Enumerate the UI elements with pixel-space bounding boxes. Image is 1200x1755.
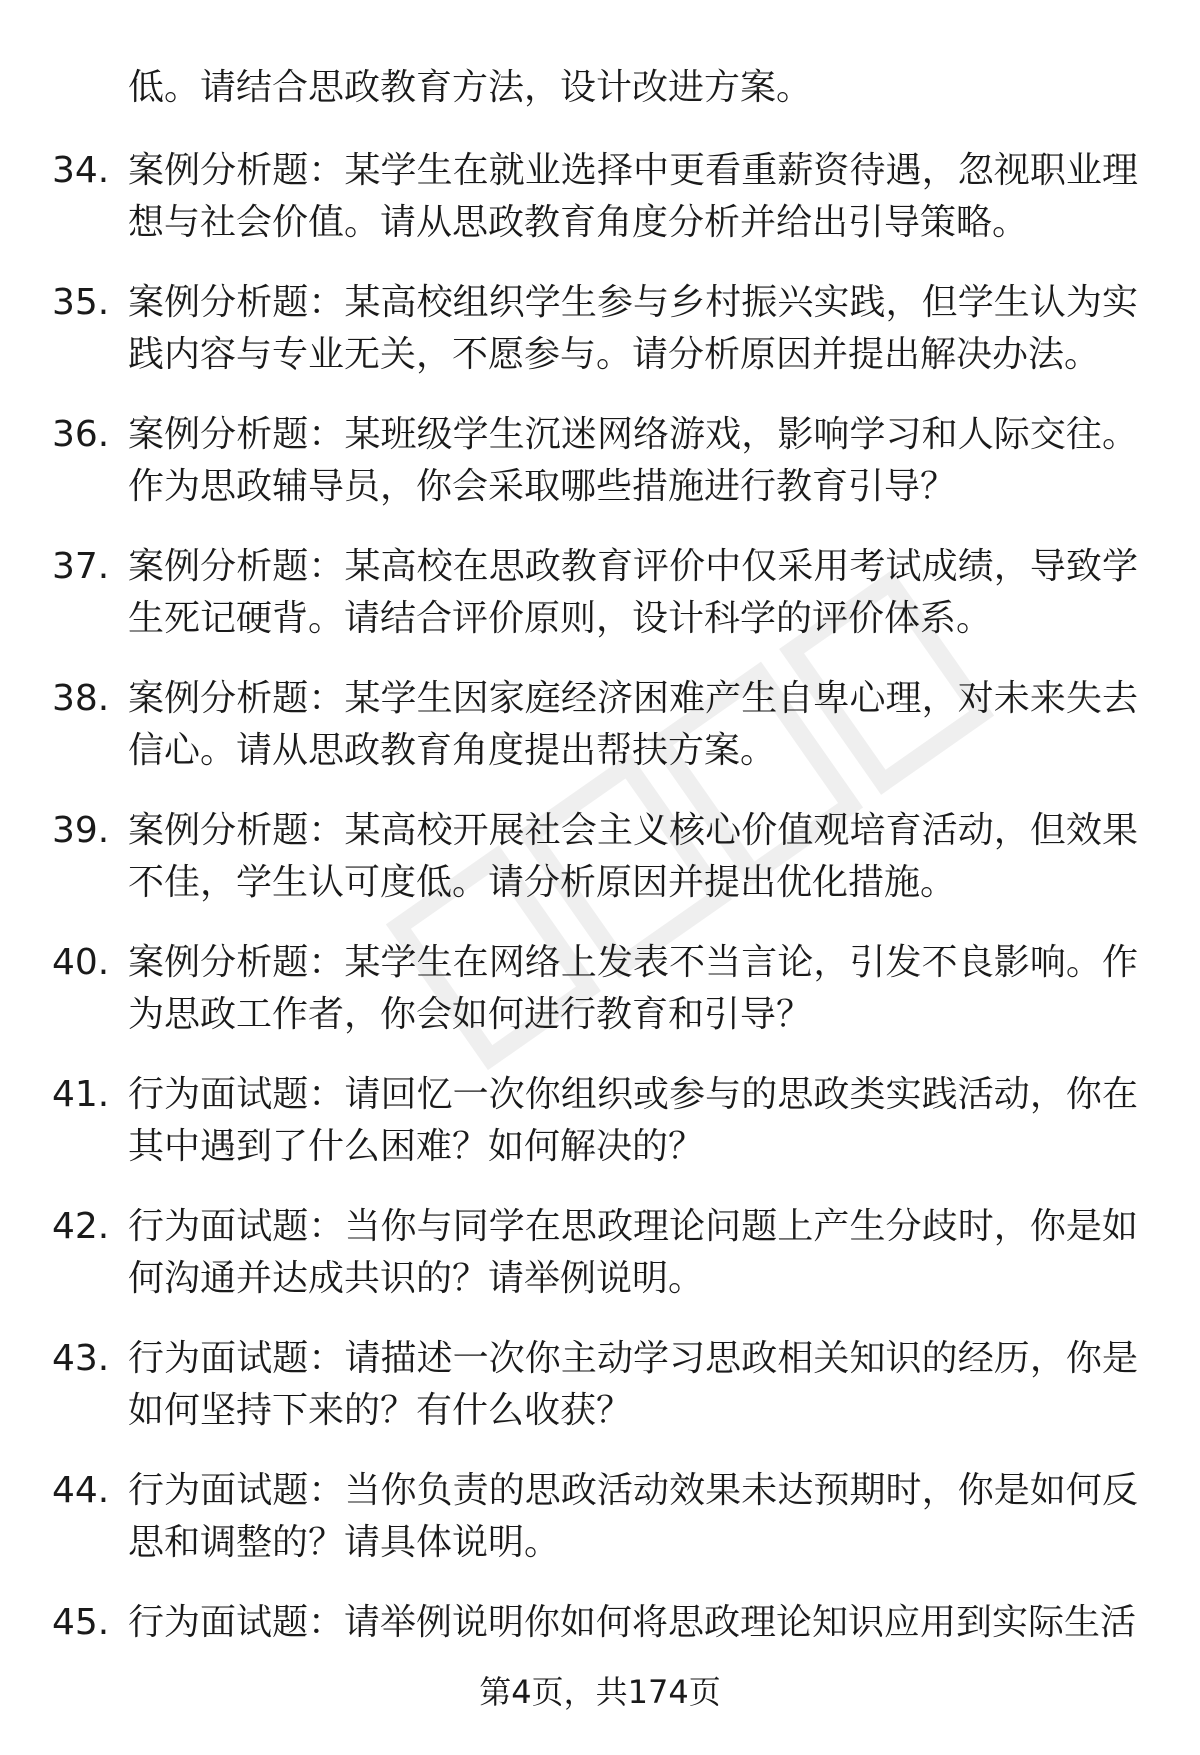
- question-text: 行为面试题：请回忆一次你组织或参与的思政类实践活动，你在其中遇到了什么困难？如何解决的？: [128, 1074, 1138, 1167]
- question-item: [0, 541, 1200, 673]
- question-text: 案例分析题：某学生在网络上发表不当言论，引发不良影响。作为思政工作者，你会如何进行教育和引导？: [128, 942, 1138, 1035]
- question-item: [0, 1333, 1200, 1465]
- question-text: 案例分析题：某学生因家庭经济困难产生自卑心理，对未来失去信心。请从思政教育角度提出帮扶方案。: [128, 678, 1138, 771]
- question-item: [0, 1465, 1200, 1597]
- question-text: 行为面试题：请描述一次你主动学习思政相关知识的经历，你是如何坚持下来的？有什么收获？: [128, 1338, 1138, 1431]
- question-number: 36.: [52, 414, 110, 455]
- question-number: 39.: [52, 810, 110, 851]
- question-item: [0, 145, 1200, 277]
- question-item: [0, 1201, 1200, 1333]
- question-item: [0, 805, 1200, 937]
- question-number: 38.: [52, 678, 110, 719]
- question-number: 41.: [52, 1074, 110, 1115]
- question-item: [0, 937, 1200, 1069]
- question-number: 40.: [52, 942, 110, 983]
- question-number: 43.: [52, 1338, 110, 1379]
- question-text: 行为面试题：请举例说明你如何将思政理论知识应用到实际生活: [128, 1602, 1137, 1643]
- question-text: 行为面试题：当你负责的思政活动效果未达预期时，你是如何反思和调整的？请具体说明。: [128, 1470, 1138, 1563]
- question-list: [0, 145, 1200, 1729]
- page-footer: 第4页，共174页: [479, 1673, 721, 1711]
- question-item: [0, 409, 1200, 541]
- question-number: 42.: [52, 1206, 110, 1247]
- question-item: [0, 673, 1200, 805]
- question-text: 案例分析题：某学生在就业选择中更看重薪资待遇，忽视职业理想与社会价值。请从思政教育角度分析并给出引导策略。: [128, 150, 1138, 243]
- question-text: 案例分析题：某高校在思政教育评价中仅采用考试成绩，导致学生死记硬背。请结合评价原则，设计科学的评价体系。: [128, 546, 1138, 639]
- question-text: 行为面试题：当你与同学在思政理论问题上产生分歧时，你是如何沟通并达成共识的？请举例说明。: [128, 1206, 1138, 1299]
- question-number: 45.: [52, 1602, 110, 1643]
- question-number: 34.: [52, 150, 110, 191]
- question-item: [0, 277, 1200, 409]
- question-text: 案例分析题：某高校组织学生参与乡村振兴实践，但学生认为实践内容与专业无关，不愿参与。请分析原因并提出解决办法。: [128, 282, 1138, 375]
- question-number: 35.: [52, 282, 110, 323]
- question-text: 案例分析题：某班级学生沉迷网络游戏，影响学习和人际交往。作为思政辅导员，你会采取哪些措施进行教育引导？: [128, 414, 1138, 507]
- continuation-text: 低。请结合思政教育方法，设计改进方案。: [128, 67, 813, 108]
- question-text: 案例分析题：某高校开展社会主义核心价值观培育活动，但效果不佳，学生认可度低。请分析原因并提出优化措施。: [128, 810, 1138, 903]
- question-number: 37.: [52, 546, 110, 587]
- question-item: [0, 1069, 1200, 1201]
- question-number: 44.: [52, 1470, 110, 1511]
